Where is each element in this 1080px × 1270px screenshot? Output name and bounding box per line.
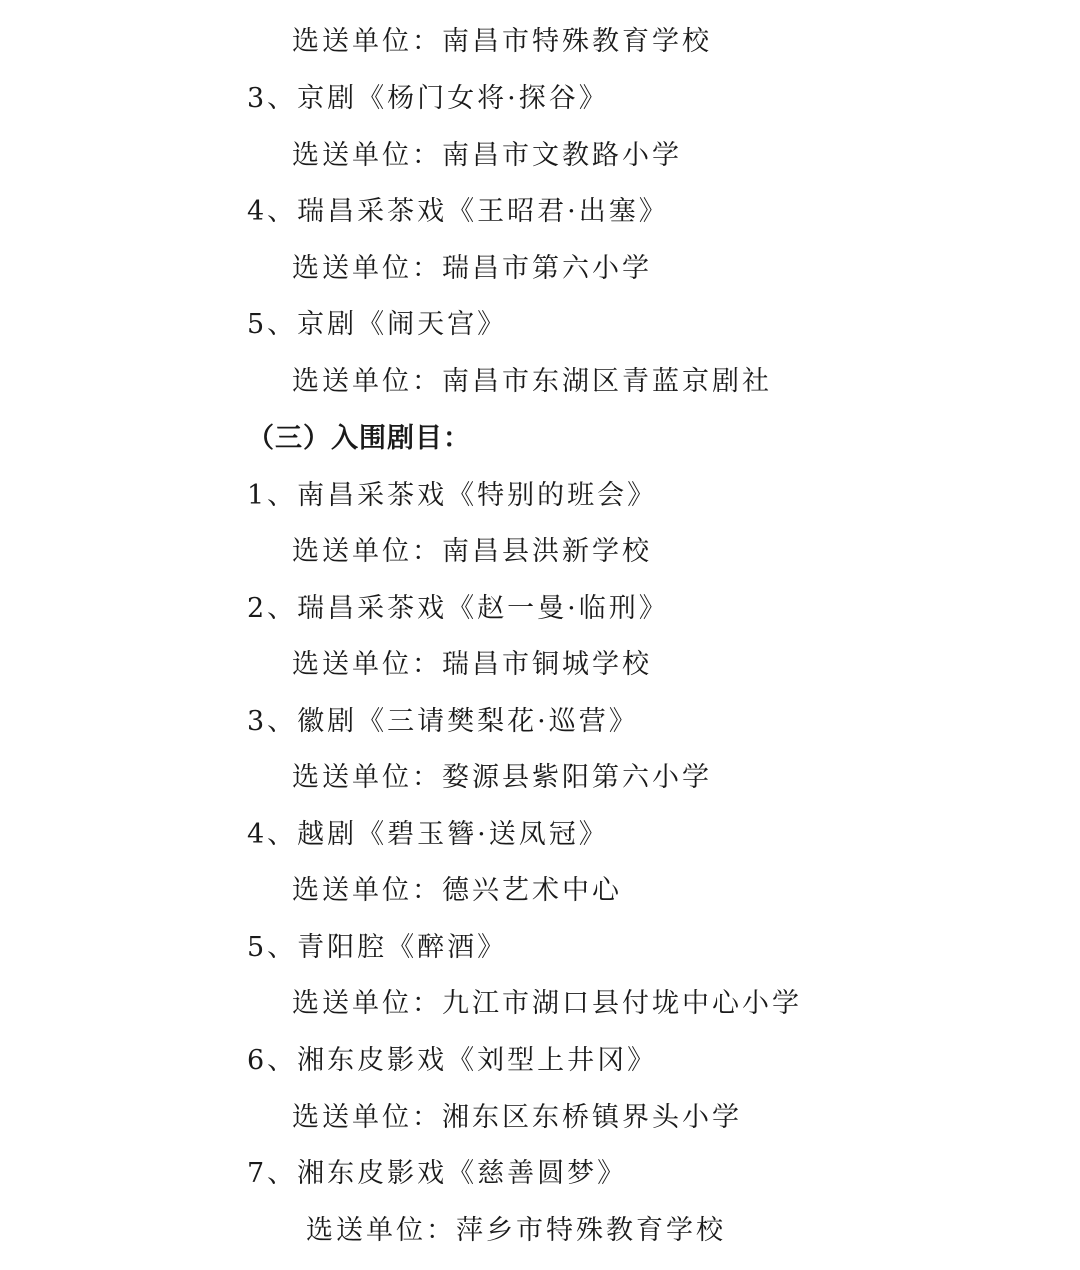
program-title: 3、京剧《杨门女将·探谷》 — [247, 83, 609, 114]
section-heading: （三）入围剧目： — [247, 423, 471, 454]
unit-line: 选送单位：萍乡市特殊教育学校 — [306, 1215, 726, 1246]
program-title: 2、瑞昌采茶戏《赵一曼·临刑》 — [247, 593, 669, 624]
unit-line: 选送单位：南昌市文教路小学 — [292, 140, 682, 171]
unit-line: 选送单位：瑞昌市第六小学 — [292, 253, 652, 284]
program-title: 7、湘东皮影戏《慈善圆梦》 — [247, 1158, 628, 1189]
program-title: 5、京剧《闹天宫》 — [247, 309, 508, 340]
program-title: 6、湘东皮影戏《刘型上井冈》 — [247, 1045, 658, 1076]
unit-line: 选送单位：南昌县洪新学校 — [292, 536, 652, 567]
program-title: 4、越剧《碧玉簪·送凤冠》 — [247, 819, 609, 850]
unit-line: 选送单位：南昌市东湖区青蓝京剧社 — [292, 366, 772, 397]
unit-line: 选送单位：德兴艺术中心 — [292, 875, 622, 906]
program-title: 5、青阳腔《醉酒》 — [247, 932, 508, 963]
unit-line: 选送单位：瑞昌市铜城学校 — [292, 649, 652, 680]
unit-line: 选送单位：婺源县紫阳第六小学 — [292, 762, 712, 793]
unit-line: 选送单位：南昌市特殊教育学校 — [292, 26, 712, 57]
program-title: 1、南昌采茶戏《特别的班会》 — [247, 480, 658, 511]
unit-line: 选送单位：九江市湖口县付垅中心小学 — [292, 988, 802, 1019]
unit-line: 选送单位：湘东区东桥镇界头小学 — [292, 1102, 742, 1133]
program-title: 4、瑞昌采茶戏《王昭君·出塞》 — [247, 196, 669, 227]
program-title: 3、徽剧《三请樊梨花·巡营》 — [247, 706, 639, 737]
